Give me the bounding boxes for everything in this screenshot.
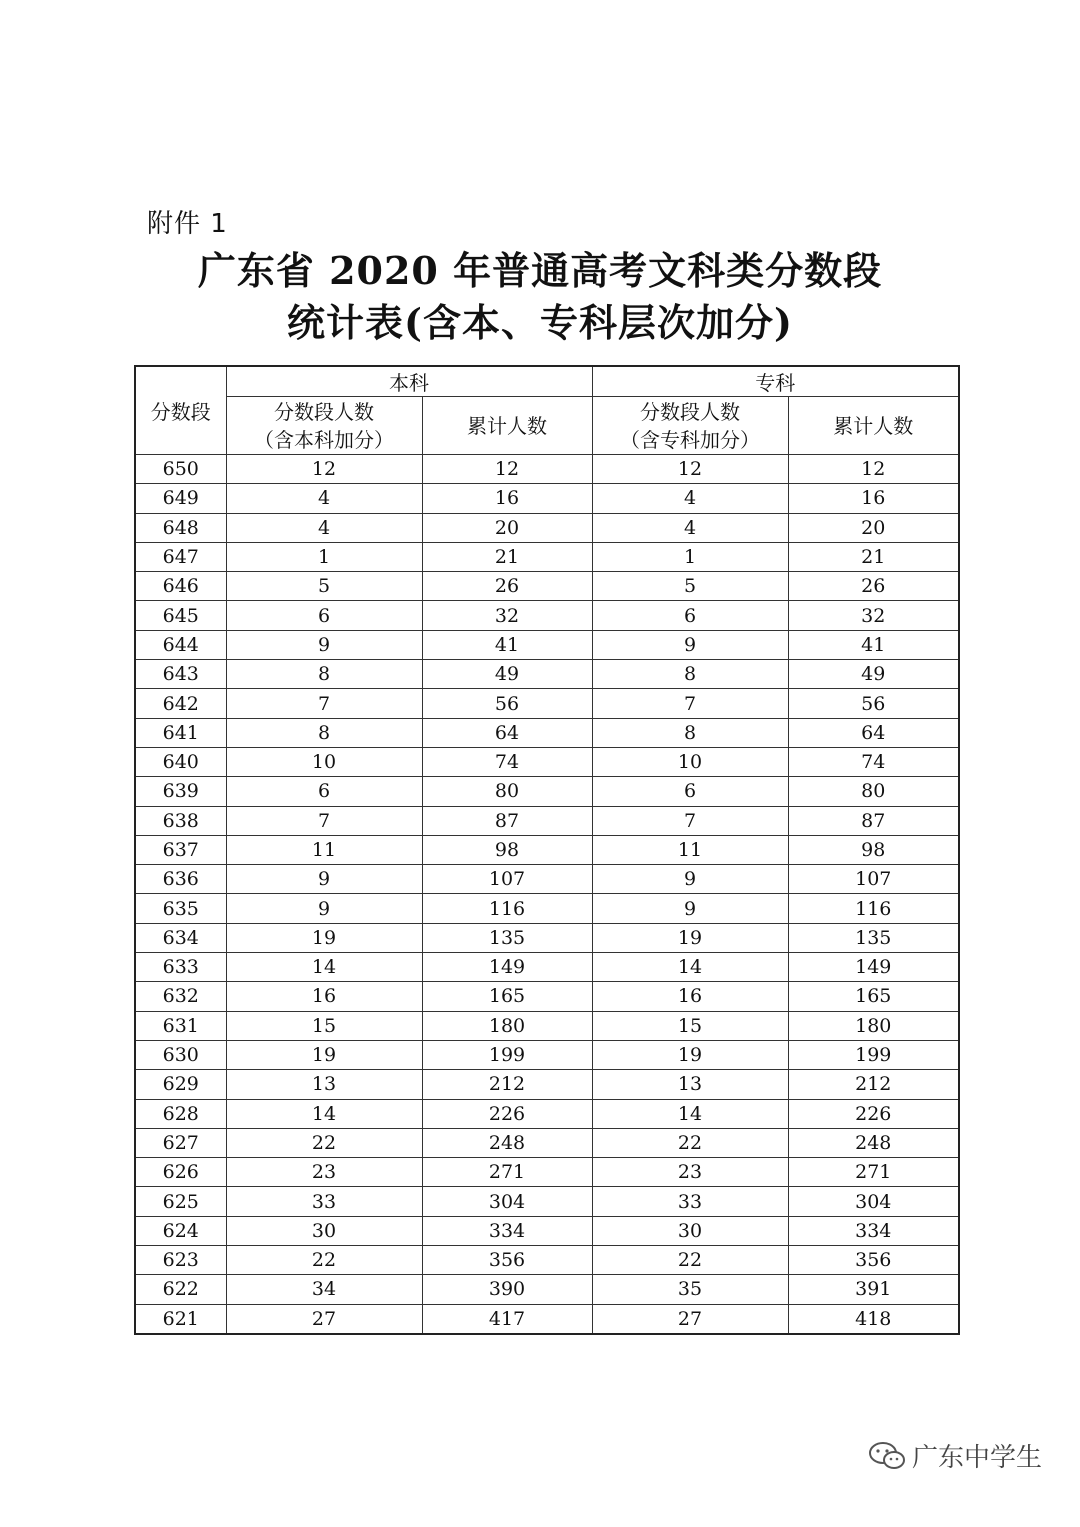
undergrad-count-cell: 22: [226, 1246, 422, 1275]
junior-cumulative-cell: 180: [788, 1011, 959, 1040]
score-cell: 649: [135, 484, 226, 513]
undergrad-cumulative-cell: 16: [422, 484, 592, 513]
undergrad-count-cell: 7: [226, 689, 422, 718]
junior-cumulative-header: 累计人数: [788, 397, 959, 455]
score-cell: 629: [135, 1070, 226, 1099]
score-cell: 639: [135, 777, 226, 806]
table-row: [135, 747, 959, 776]
table-row: [135, 835, 959, 864]
score-cell: 623: [135, 1246, 226, 1275]
undergrad-cumulative-cell: 165: [422, 982, 592, 1011]
undergrad-cumulative-cell: 32: [422, 601, 592, 630]
junior-cumulative-cell: 226: [788, 1099, 959, 1128]
junior-count-cell: 33: [592, 1187, 788, 1216]
table-row: [135, 806, 959, 835]
score-cell: 638: [135, 806, 226, 835]
junior-count-cell: 6: [592, 601, 788, 630]
table-row: [135, 1128, 959, 1157]
undergrad-count-cell: 30: [226, 1216, 422, 1245]
undergrad-cumulative-cell: 21: [422, 542, 592, 571]
undergrad-count-cell: 9: [226, 894, 422, 923]
undergrad-count-cell: 16: [226, 982, 422, 1011]
junior-count-cell: 19: [592, 1040, 788, 1069]
junior-count-cell: 12: [592, 455, 788, 484]
junior-count-cell: 7: [592, 806, 788, 835]
undergrad-cumulative-cell: 135: [422, 923, 592, 952]
junior-cumulative-cell: 21: [788, 542, 959, 571]
junior-count-cell: 6: [592, 777, 788, 806]
table-row: [135, 1246, 959, 1275]
table-row: [135, 689, 959, 718]
score-cell: 622: [135, 1275, 226, 1304]
junior-count-cell: 14: [592, 1099, 788, 1128]
table-row: [135, 923, 959, 952]
score-column-header: 分数段: [135, 366, 226, 455]
junior-cumulative-cell: 135: [788, 923, 959, 952]
undergrad-count-cell: 8: [226, 660, 422, 689]
junior-count-cell: 5: [592, 572, 788, 601]
document-title-line1: 广东省 2020 年普通高考文科类分数段: [197, 248, 883, 293]
junior-count-cell: 9: [592, 630, 788, 659]
undergrad-count-cell: 11: [226, 835, 422, 864]
junior-count-cell: 4: [592, 513, 788, 542]
table-row: [135, 455, 959, 484]
undergrad-cumulative-cell: 304: [422, 1187, 592, 1216]
junior-cumulative-cell: 165: [788, 982, 959, 1011]
table-row: [135, 982, 959, 1011]
junior-cumulative-cell: 334: [788, 1216, 959, 1245]
score-cell: 636: [135, 865, 226, 894]
undergrad-cumulative-cell: 41: [422, 630, 592, 659]
undergrad-count-cell: 6: [226, 601, 422, 630]
junior-count-cell: 19: [592, 923, 788, 952]
undergrad-cumulative-cell: 116: [422, 894, 592, 923]
undergrad-count-cell: 8: [226, 718, 422, 747]
undergrad-count-cell: 15: [226, 1011, 422, 1040]
junior-count-cell: 7: [592, 689, 788, 718]
table-row: [135, 601, 959, 630]
junior-cumulative-cell: 107: [788, 865, 959, 894]
undergrad-cumulative-cell: 417: [422, 1304, 592, 1334]
undergrad-cumulative-cell: 356: [422, 1246, 592, 1275]
table-row: [135, 1040, 959, 1069]
undergrad-cumulative-cell: 87: [422, 806, 592, 835]
undergrad-cumulative-cell: 199: [422, 1040, 592, 1069]
undergrad-count-cell: 9: [226, 865, 422, 894]
junior-count-cell: 30: [592, 1216, 788, 1245]
junior-count-cell: 9: [592, 894, 788, 923]
score-cell: 646: [135, 572, 226, 601]
junior-count-cell: 16: [592, 982, 788, 1011]
attachment-label: 附件 1: [147, 209, 228, 239]
table-row: [135, 1216, 959, 1245]
junior-cumulative-cell: 16: [788, 484, 959, 513]
junior-count-cell: 23: [592, 1158, 788, 1187]
undergrad-count-cell: 19: [226, 923, 422, 952]
table-row: [135, 660, 959, 689]
junior-count-cell: 1: [592, 542, 788, 571]
undergrad-count-cell: 10: [226, 747, 422, 776]
junior-count-cell: 4: [592, 484, 788, 513]
score-cell: 648: [135, 513, 226, 542]
score-cell: 645: [135, 601, 226, 630]
score-cell: 626: [135, 1158, 226, 1187]
table-row: [135, 865, 959, 894]
undergrad-count-cell: 1: [226, 542, 422, 571]
junior-cumulative-cell: 80: [788, 777, 959, 806]
junior-count-cell: 8: [592, 718, 788, 747]
junior-cumulative-cell: 248: [788, 1128, 959, 1157]
undergrad-count-header: [226, 397, 422, 455]
junior-count-cell: 10: [592, 747, 788, 776]
junior-count-cell: 13: [592, 1070, 788, 1099]
undergrad-cumulative-cell: 98: [422, 835, 592, 864]
table-row: [135, 1187, 959, 1216]
score-cell: 631: [135, 1011, 226, 1040]
junior-count-header: [592, 397, 788, 455]
score-cell: 632: [135, 982, 226, 1011]
junior-count-cell: 35: [592, 1275, 788, 1304]
undergrad-cumulative-cell: 180: [422, 1011, 592, 1040]
table-row: [135, 630, 959, 659]
undergrad-cumulative-cell: 74: [422, 747, 592, 776]
junior-count-cell: 27: [592, 1304, 788, 1334]
junior-cumulative-cell: 20: [788, 513, 959, 542]
junior-cumulative-cell: 356: [788, 1246, 959, 1275]
table-body: [135, 455, 959, 1334]
score-cell: 627: [135, 1128, 226, 1157]
undergrad-cumulative-cell: 56: [422, 689, 592, 718]
score-cell: 630: [135, 1040, 226, 1069]
table-row: [135, 1158, 959, 1187]
junior-cumulative-cell: 98: [788, 835, 959, 864]
undergrad-count-cell: 12: [226, 455, 422, 484]
undergrad-count-cell: 27: [226, 1304, 422, 1334]
undergrad-count-cell: 13: [226, 1070, 422, 1099]
table-row: [135, 1099, 959, 1128]
junior-cumulative-cell: 418: [788, 1304, 959, 1334]
score-cell: 621: [135, 1304, 226, 1334]
undergrad-cumulative-cell: 390: [422, 1275, 592, 1304]
table-row: [135, 1275, 959, 1304]
score-cell: 650: [135, 455, 226, 484]
undergrad-cumulative-cell: 26: [422, 572, 592, 601]
junior-count-header-line2: （含专科加分）: [620, 427, 760, 452]
document-title-line2: 统计表(含本、专科层次加分): [287, 300, 793, 345]
undergrad-cumulative-cell: 107: [422, 865, 592, 894]
junior-cumulative-cell: 391: [788, 1275, 959, 1304]
table-row: [135, 1304, 959, 1334]
score-cell: 644: [135, 630, 226, 659]
junior-count-cell: 9: [592, 865, 788, 894]
junior-count-header-line1: 分数段人数: [640, 399, 740, 424]
undergrad-count-cell: 7: [226, 806, 422, 835]
undergrad-count-cell: 4: [226, 513, 422, 542]
undergrad-count-cell: 14: [226, 1099, 422, 1128]
undergrad-count-cell: 34: [226, 1275, 422, 1304]
undergrad-cumulative-cell: 149: [422, 953, 592, 982]
undergrad-count-cell: 6: [226, 777, 422, 806]
undergrad-cumulative-cell: 49: [422, 660, 592, 689]
undergrad-cumulative-cell: 226: [422, 1099, 592, 1128]
table-row: [135, 1011, 959, 1040]
undergrad-cumulative-cell: 20: [422, 513, 592, 542]
junior-cumulative-cell: 87: [788, 806, 959, 835]
junior-cumulative-cell: 74: [788, 747, 959, 776]
junior-cumulative-cell: 304: [788, 1187, 959, 1216]
junior-cumulative-cell: 149: [788, 953, 959, 982]
score-cell: 641: [135, 718, 226, 747]
undergrad-count-cell: 5: [226, 572, 422, 601]
junior-cumulative-cell: 41: [788, 630, 959, 659]
table-row: [135, 572, 959, 601]
score-cell: 637: [135, 835, 226, 864]
junior-count-cell: 22: [592, 1128, 788, 1157]
junior-cumulative-cell: 199: [788, 1040, 959, 1069]
table-row: [135, 777, 959, 806]
score-cell: 640: [135, 747, 226, 776]
score-cell: 633: [135, 953, 226, 982]
undergrad-cumulative-cell: 334: [422, 1216, 592, 1245]
wechat-icon: [868, 1441, 906, 1471]
junior-count-cell: 22: [592, 1246, 788, 1275]
junior-count-cell: 8: [592, 660, 788, 689]
junior-group-header: 专科: [592, 366, 959, 397]
score-cell: 634: [135, 923, 226, 952]
table-row: [135, 718, 959, 747]
score-cell: 628: [135, 1099, 226, 1128]
undergrad-group-header: 本科: [226, 366, 592, 397]
score-distribution-table: [134, 365, 960, 1335]
table-row: [135, 953, 959, 982]
undergrad-count-cell: 14: [226, 953, 422, 982]
junior-cumulative-cell: 212: [788, 1070, 959, 1099]
undergrad-count-header-line1: 分数段人数: [274, 399, 374, 424]
junior-count-cell: 11: [592, 835, 788, 864]
junior-cumulative-cell: 12: [788, 455, 959, 484]
undergrad-cumulative-cell: 212: [422, 1070, 592, 1099]
watermark: [868, 1437, 1042, 1474]
undergrad-cumulative-header: 累计人数: [422, 397, 592, 455]
table-row: [135, 513, 959, 542]
undergrad-count-cell: 33: [226, 1187, 422, 1216]
undergrad-count-cell: 23: [226, 1158, 422, 1187]
undergrad-cumulative-cell: 12: [422, 455, 592, 484]
junior-cumulative-cell: 64: [788, 718, 959, 747]
junior-count-cell: 14: [592, 953, 788, 982]
score-cell: 642: [135, 689, 226, 718]
undergrad-count-cell: 19: [226, 1040, 422, 1069]
undergrad-cumulative-cell: 248: [422, 1128, 592, 1157]
watermark-text: 广东中学生: [912, 1443, 1043, 1473]
junior-cumulative-cell: 116: [788, 894, 959, 923]
table-row: [135, 484, 959, 513]
table-row: [135, 1070, 959, 1099]
score-cell: 647: [135, 542, 226, 571]
undergrad-cumulative-cell: 271: [422, 1158, 592, 1187]
junior-cumulative-cell: 49: [788, 660, 959, 689]
junior-cumulative-cell: 56: [788, 689, 959, 718]
score-cell: 624: [135, 1216, 226, 1245]
undergrad-count-header-line2: （含本科加分）: [254, 427, 394, 452]
undergrad-cumulative-cell: 80: [422, 777, 592, 806]
score-cell: 643: [135, 660, 226, 689]
undergrad-cumulative-cell: 64: [422, 718, 592, 747]
junior-cumulative-cell: 271: [788, 1158, 959, 1187]
undergrad-count-cell: 4: [226, 484, 422, 513]
score-cell: 635: [135, 894, 226, 923]
undergrad-count-cell: 22: [226, 1128, 422, 1157]
junior-cumulative-cell: 32: [788, 601, 959, 630]
score-cell: 625: [135, 1187, 226, 1216]
junior-cumulative-cell: 26: [788, 572, 959, 601]
junior-count-cell: 15: [592, 1011, 788, 1040]
undergrad-count-cell: 9: [226, 630, 422, 659]
table-row: [135, 542, 959, 571]
table-row: [135, 894, 959, 923]
